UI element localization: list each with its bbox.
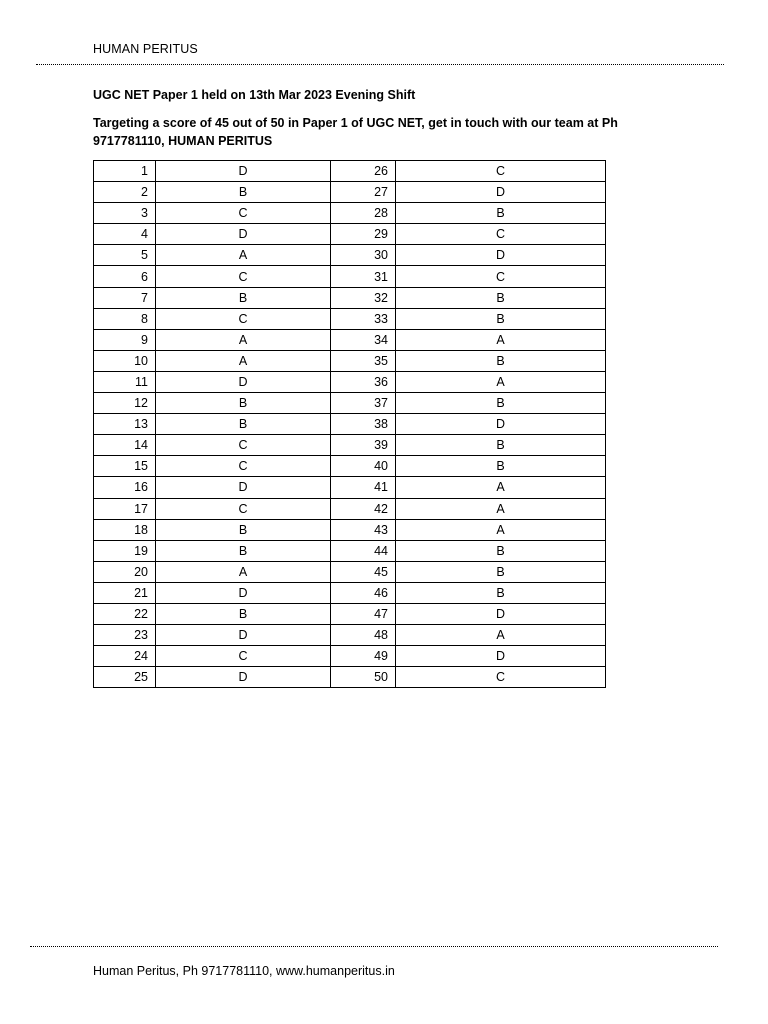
table-row <box>94 329 606 350</box>
answer-key-table <box>93 160 606 688</box>
question-number: 49 <box>331 646 396 667</box>
answer-option: B <box>396 393 606 414</box>
answer-option: D <box>156 224 331 245</box>
question-number: 42 <box>331 498 396 519</box>
answer-option: C <box>156 308 331 329</box>
answer-option: A <box>396 371 606 392</box>
question-number: 50 <box>331 667 396 688</box>
answer-option: C <box>156 266 331 287</box>
answer-option: B <box>396 582 606 603</box>
table-row <box>94 287 606 308</box>
table-row <box>94 393 606 414</box>
table-row <box>94 519 606 540</box>
header-divider <box>36 64 724 65</box>
question-number: 39 <box>331 435 396 456</box>
answer-option: B <box>396 540 606 561</box>
question-number: 17 <box>94 498 156 519</box>
table-row <box>94 646 606 667</box>
table-row <box>94 561 606 582</box>
question-number: 12 <box>94 393 156 414</box>
question-number: 8 <box>94 308 156 329</box>
answer-option: C <box>156 456 331 477</box>
question-number: 34 <box>331 329 396 350</box>
question-number: 1 <box>94 161 156 182</box>
answer-option: D <box>156 625 331 646</box>
answer-option: D <box>156 371 331 392</box>
question-number: 38 <box>331 414 396 435</box>
answer-option: C <box>396 667 606 688</box>
question-number: 9 <box>94 329 156 350</box>
question-number: 30 <box>331 245 396 266</box>
answer-option: D <box>156 477 331 498</box>
question-number: 24 <box>94 646 156 667</box>
answer-option: B <box>156 603 331 624</box>
question-number: 5 <box>94 245 156 266</box>
answer-option: A <box>396 625 606 646</box>
table-row <box>94 224 606 245</box>
answer-option: D <box>396 603 606 624</box>
question-number: 11 <box>94 371 156 392</box>
table-row <box>94 182 606 203</box>
page-header: HUMAN PERITUS <box>93 42 198 56</box>
answer-option: B <box>396 561 606 582</box>
table-row <box>94 582 606 603</box>
answer-option: B <box>156 414 331 435</box>
answer-option: B <box>396 435 606 456</box>
table-row <box>94 414 606 435</box>
answer-option: B <box>156 287 331 308</box>
table-row <box>94 203 606 224</box>
table-row <box>94 603 606 624</box>
question-number: 18 <box>94 519 156 540</box>
question-number: 35 <box>331 350 396 371</box>
question-number: 13 <box>94 414 156 435</box>
answer-option: D <box>396 245 606 266</box>
answer-option: D <box>156 667 331 688</box>
answer-option: A <box>396 477 606 498</box>
answer-option: C <box>156 435 331 456</box>
footer-divider <box>30 946 718 947</box>
answer-option: A <box>396 329 606 350</box>
answer-option: C <box>156 203 331 224</box>
answer-option: B <box>156 182 331 203</box>
question-number: 47 <box>331 603 396 624</box>
question-number: 32 <box>331 287 396 308</box>
question-number: 33 <box>331 308 396 329</box>
answer-option: A <box>156 350 331 371</box>
document-title: UGC NET Paper 1 held on 13th Mar 2023 Evening Shift <box>93 88 416 102</box>
question-number: 22 <box>94 603 156 624</box>
question-number: 31 <box>331 266 396 287</box>
question-number: 36 <box>331 371 396 392</box>
question-number: 40 <box>331 456 396 477</box>
answer-option: C <box>156 646 331 667</box>
question-number: 19 <box>94 540 156 561</box>
question-number: 7 <box>94 287 156 308</box>
answer-option: B <box>156 540 331 561</box>
answer-option: B <box>396 350 606 371</box>
table-row <box>94 308 606 329</box>
answer-option: B <box>396 308 606 329</box>
table-row <box>94 435 606 456</box>
table-row <box>94 371 606 392</box>
question-number: 10 <box>94 350 156 371</box>
table-row <box>94 667 606 688</box>
answer-option: C <box>396 161 606 182</box>
table-row <box>94 350 606 371</box>
table-row <box>94 245 606 266</box>
answer-key-body <box>94 161 606 688</box>
question-number: 21 <box>94 582 156 603</box>
question-number: 2 <box>94 182 156 203</box>
page-footer: Human Peritus, Ph 9717781110, www.humanperitus.in <box>93 964 395 978</box>
question-number: 25 <box>94 667 156 688</box>
table-row <box>94 456 606 477</box>
table-row <box>94 477 606 498</box>
table-row <box>94 266 606 287</box>
answer-option: B <box>156 519 331 540</box>
question-number: 48 <box>331 625 396 646</box>
answer-option: A <box>156 329 331 350</box>
question-number: 23 <box>94 625 156 646</box>
answer-option: B <box>396 203 606 224</box>
answer-option: D <box>396 414 606 435</box>
question-number: 46 <box>331 582 396 603</box>
question-number: 6 <box>94 266 156 287</box>
question-number: 29 <box>331 224 396 245</box>
answer-option: D <box>396 646 606 667</box>
question-number: 14 <box>94 435 156 456</box>
question-number: 26 <box>331 161 396 182</box>
question-number: 43 <box>331 519 396 540</box>
question-number: 41 <box>331 477 396 498</box>
answer-option: B <box>156 393 331 414</box>
answer-option: B <box>396 287 606 308</box>
answer-option: D <box>396 182 606 203</box>
document-intro: Targeting a score of 45 out of 50 in Paper 1 of UGC NET, get in touch with our team at Ph 9717781110, HUMAN PERITUS <box>93 116 618 148</box>
question-number: 16 <box>94 477 156 498</box>
answer-option: A <box>396 519 606 540</box>
question-number: 27 <box>331 182 396 203</box>
table-row <box>94 498 606 519</box>
answer-option: D <box>156 582 331 603</box>
question-number: 37 <box>331 393 396 414</box>
question-number: 45 <box>331 561 396 582</box>
question-number: 44 <box>331 540 396 561</box>
table-row <box>94 540 606 561</box>
answer-option: C <box>396 224 606 245</box>
answer-option: D <box>156 161 331 182</box>
answer-option: A <box>396 498 606 519</box>
table-row <box>94 625 606 646</box>
question-number: 3 <box>94 203 156 224</box>
question-number: 20 <box>94 561 156 582</box>
answer-option: A <box>156 561 331 582</box>
table-row <box>94 161 606 182</box>
question-number: 4 <box>94 224 156 245</box>
answer-option: B <box>396 456 606 477</box>
answer-option: C <box>396 266 606 287</box>
question-number: 15 <box>94 456 156 477</box>
question-number: 28 <box>331 203 396 224</box>
answer-option: A <box>156 245 331 266</box>
answer-option: C <box>156 498 331 519</box>
